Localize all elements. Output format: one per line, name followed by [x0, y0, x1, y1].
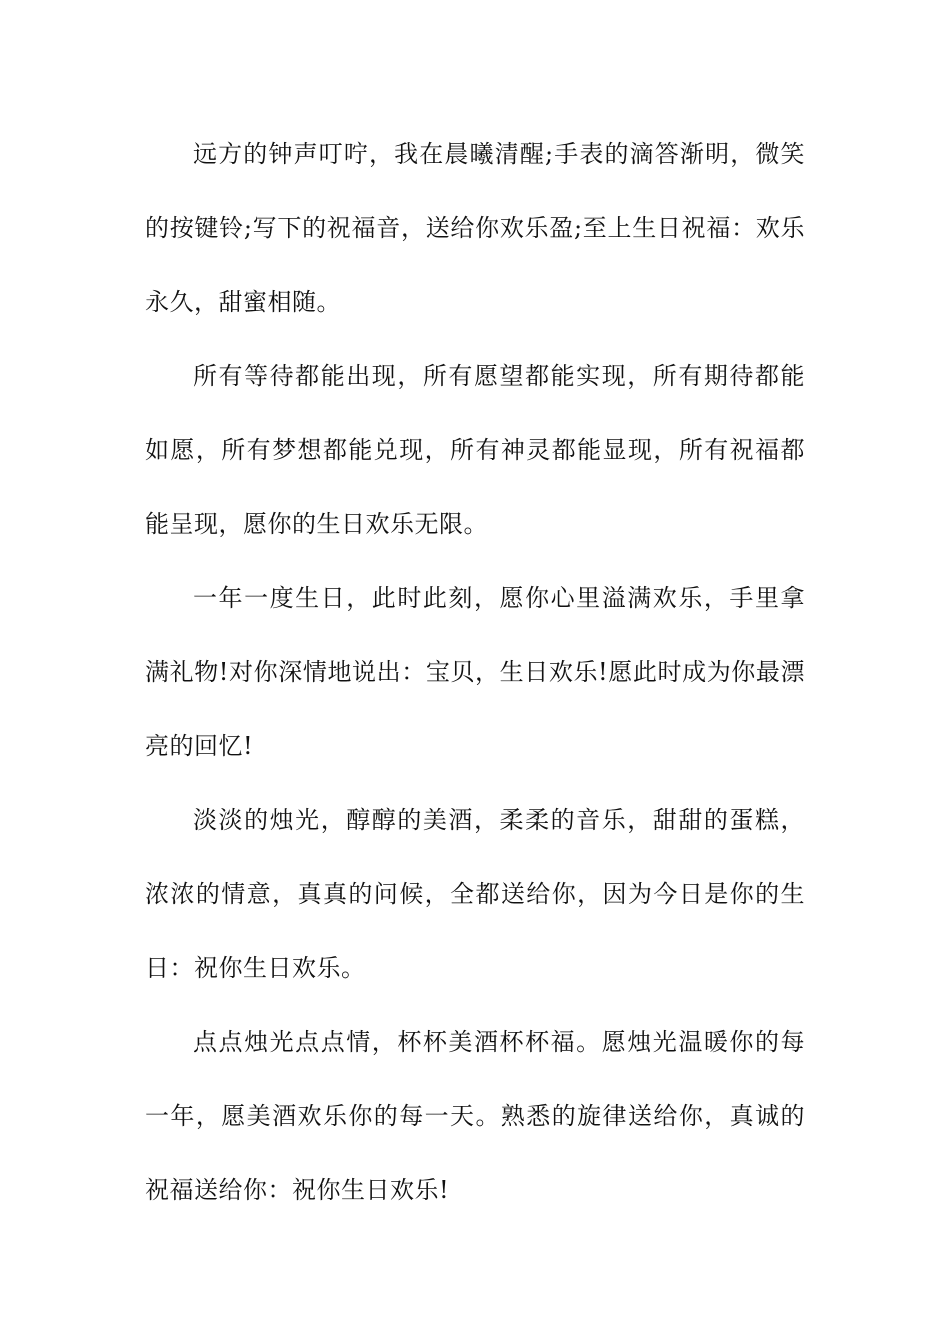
paragraph-3: 一年一度生日，此时此刻，愿你心里溢满欢乐，手里拿满礼物!对你深情地说出：宝贝，生日欢乐!愿此时成为你最漂亮的回忆!: [145, 584, 805, 760]
paragraph-5: 点点烛光点点情，杯杯美酒杯杯福。愿烛光温暖你的每一年，愿美酒欢乐你的每一天。熟悉的旋律送给你，真诚的祝福送给你：祝你生日欢乐!: [145, 1028, 805, 1204]
document-body: [145, 117, 805, 1227]
paragraph-2: 所有等待都能出现，所有愿望都能实现，所有期待都能如愿，所有梦想都能兑现，所有神灵都能显现，所有祝福都能呈现，愿你的生日欢乐无限。: [145, 362, 805, 538]
paragraph-4: 淡淡的烛光，醇醇的美酒，柔柔的音乐，甜甜的蛋糕，浓浓的情意，真真的问候，全都送给你，因为今日是你的生日：祝你生日欢乐。: [145, 806, 805, 982]
paragraph-1: 远方的钟声叮咛，我在晨曦清醒;手表的滴答渐明，微笑的按键铃;写下的祝福音，送给你欢乐盈;至上生日祝福：欢乐永久，甜蜜相随。: [145, 140, 805, 316]
